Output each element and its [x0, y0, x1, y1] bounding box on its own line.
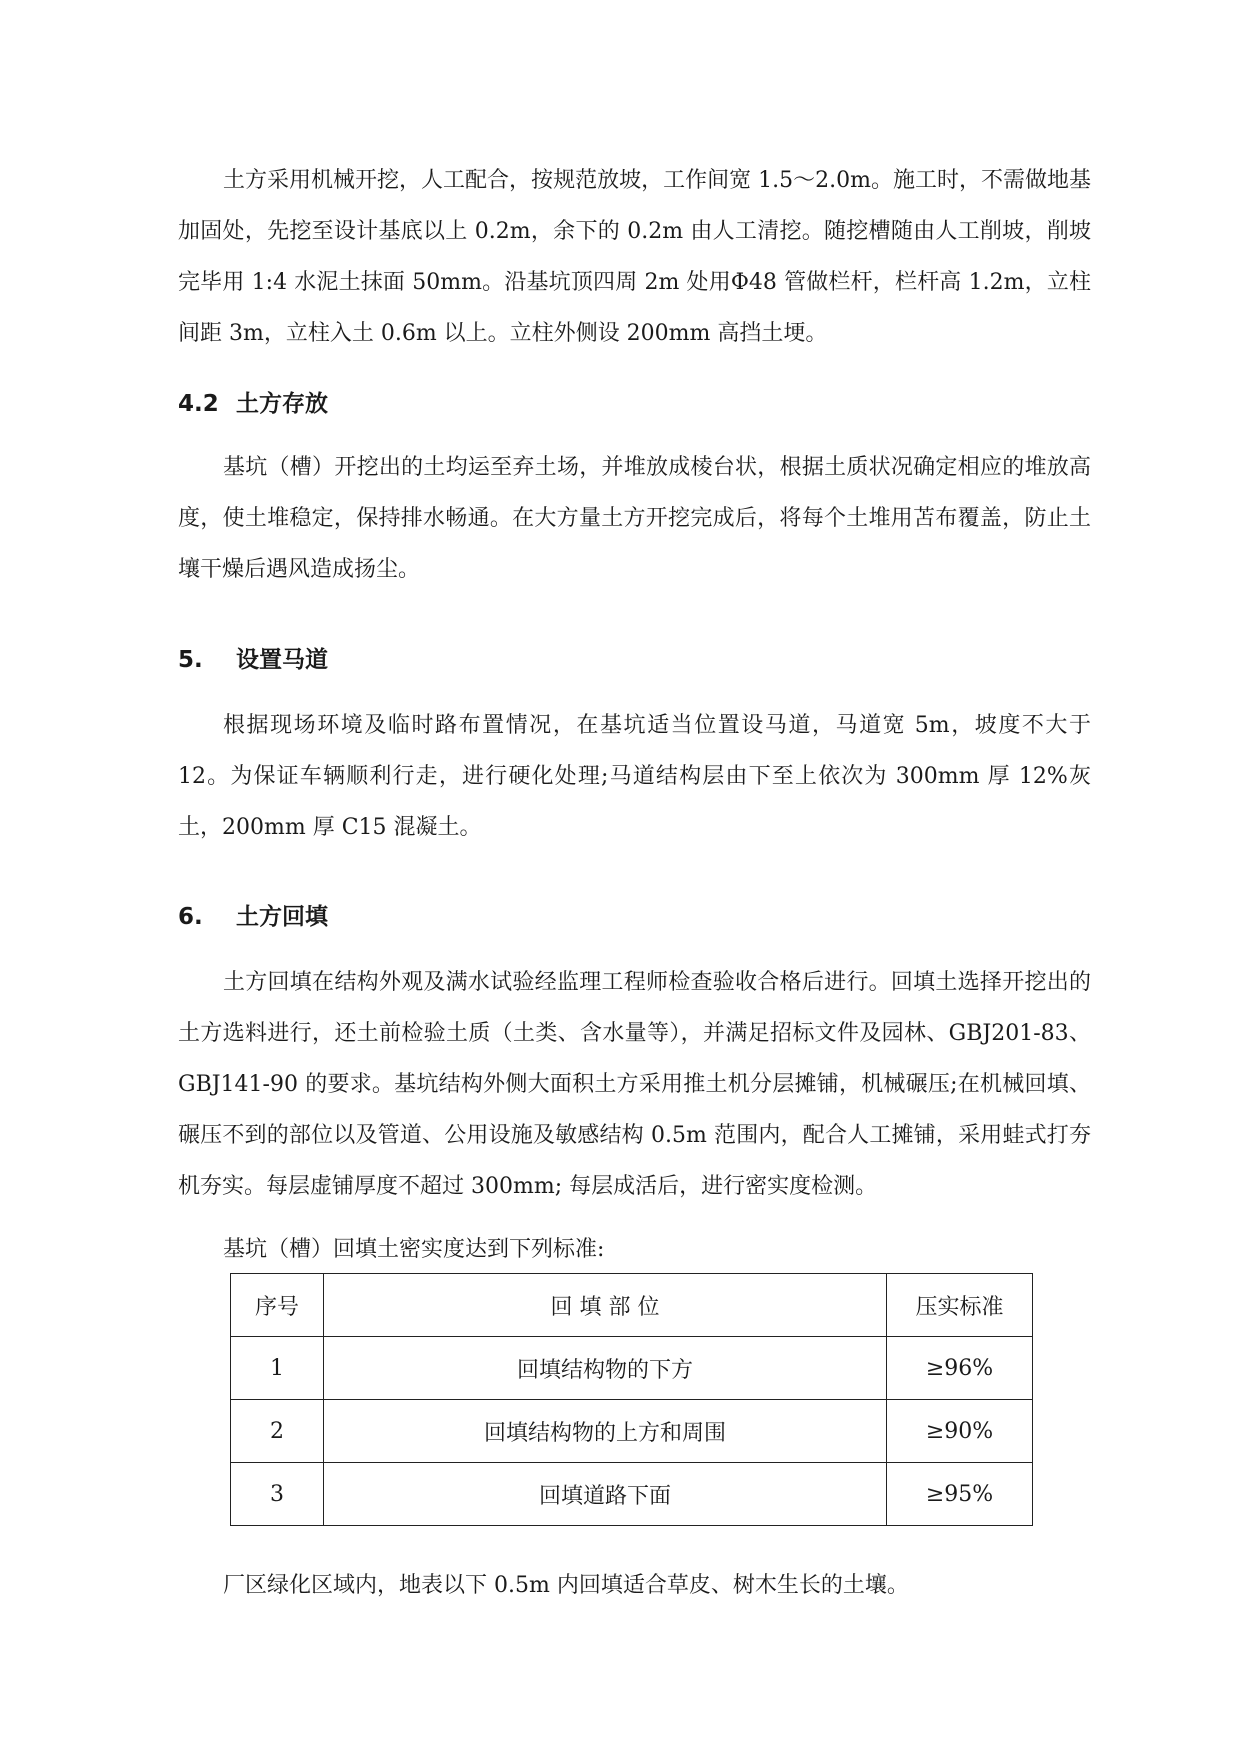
table-cell: 回填结构物的上方和周围	[324, 1400, 887, 1463]
heading-number: 4.2	[178, 391, 219, 417]
compaction-standard-table	[230, 1273, 1033, 1526]
table-row	[231, 1463, 1033, 1526]
paragraph-ramp: 根据现场环境及临时路布置情况，在基坑适当位置设马道，马道宽 5m，坡度不大于 12。为保证车辆顺利行走，进行硬化处理;马道结构层由下至上依次为 300mm 厚 12%灰土，200mm 厚 C15 混凝土。	[178, 713, 1091, 840]
heading-text: 土方回填	[236, 904, 328, 930]
table-cell: 2	[231, 1400, 324, 1463]
heading-text: 设置马道	[236, 647, 328, 673]
table-header-cell: 序号	[231, 1274, 324, 1337]
heading-number: 5.	[178, 647, 203, 673]
table-cell: ≥90%	[887, 1400, 1033, 1463]
paragraph-backfill: 土方回填在结构外观及满水试验经监理工程师检查验收合格后进行。回填土选择开挖出的土方选料进行，还土前检验土质（土类、含水量等），并满足招标文件及园林、GBJ201-83、GBJ141-90 的要求。基坑结构外侧大面积土方采用推土机分层摊铺，机械碾压;在机械回填、碾压不到的部位以及管道、公用设施及敏感结构 0.5m 范围内，配合人工摊铺，采用蛙式打夯机夯实。每层虚铺厚度不超过 300mm; 每层成活后，进行密实度检测。	[178, 970, 1091, 1199]
heading-4-2	[178, 385, 328, 418]
heading-5	[178, 641, 328, 674]
table-row	[231, 1400, 1033, 1463]
table-cell: 回填结构物的下方	[324, 1337, 887, 1400]
heading-6	[178, 898, 328, 931]
table-cell: 3	[231, 1463, 324, 1526]
footer-note: 厂区绿化区域内，地表以下 0.5m 内回填适合草皮、树木生长的土壤。	[223, 1573, 909, 1598]
table-row	[231, 1337, 1033, 1400]
heading-number: 6.	[178, 904, 203, 930]
paragraph-soil-storage: 基坑（槽）开挖出的土均运至弃土场，并堆放成棱台状，根据土质状况确定相应的堆放高度，使土堆稳定，保持排水畅通。在大方量土方开挖完成后，将每个土堆用苫布覆盖，防止土壤干燥后遇风造成扬尘。	[178, 455, 1091, 582]
table-header-row	[231, 1274, 1033, 1337]
table-cell: ≥95%	[887, 1463, 1033, 1526]
table-header-cell: 压实标准	[887, 1274, 1033, 1337]
table-cell: ≥96%	[887, 1337, 1033, 1400]
heading-text: 土方存放	[236, 391, 328, 417]
paragraph-excavation: 土方采用机械开挖，人工配合，按规范放坡，工作间宽 1.5～2.0m。施工时，不需做地基加固处，先挖至设计基底以上 0.2m，余下的 0.2m 由人工清挖。随挖槽随由人工削坡，削坡完毕用 1:4 水泥土抹面 50mm。沿基坑顶四周 2m 处用Φ48 管做栏杆，栏杆高 1.2m，立柱间距 3m，立柱入土 0.6m 以上。立柱外侧设 200mm 高挡土埂。	[178, 168, 1091, 346]
table-header-cell: 回 填 部 位	[324, 1274, 887, 1337]
table-caption: 基坑（槽）回填土密实度达到下列标准:	[223, 1237, 605, 1262]
table-cell: 回填道路下面	[324, 1463, 887, 1526]
table-cell: 1	[231, 1337, 324, 1400]
